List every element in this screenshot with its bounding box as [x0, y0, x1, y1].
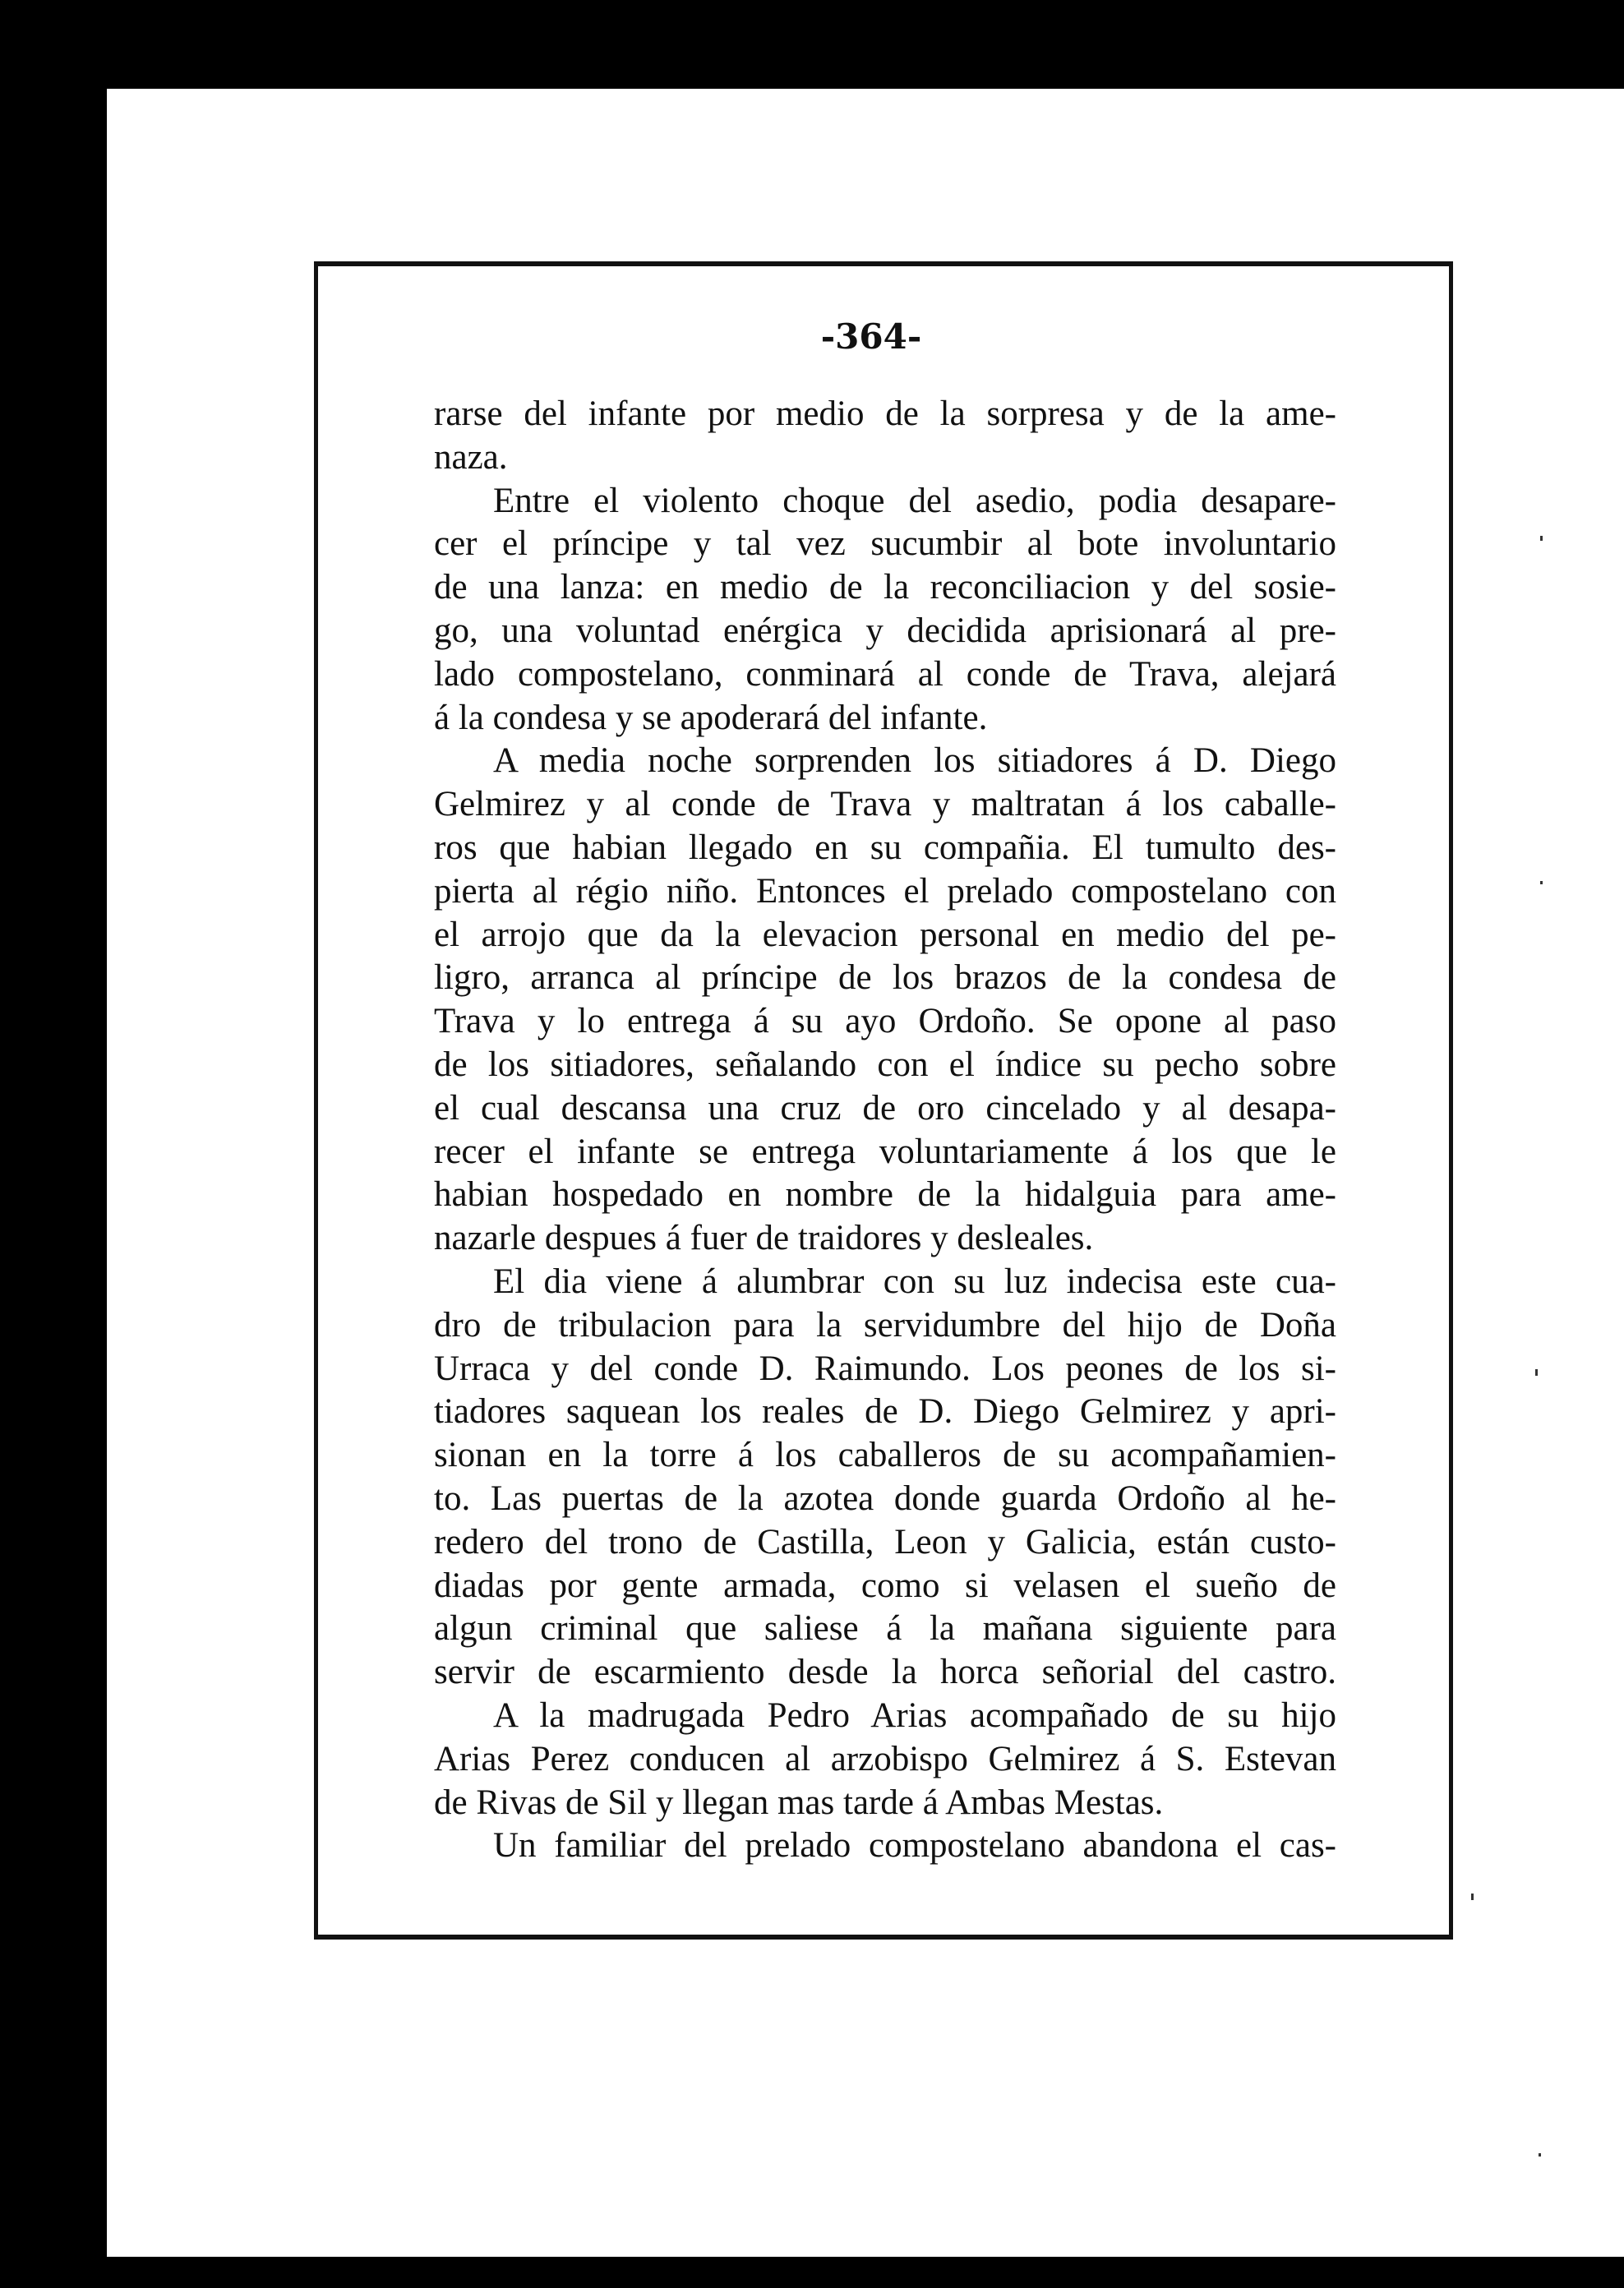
scan-speck: [1539, 2153, 1541, 2157]
text-line: rarse del infante por medio de la sorpresa y de la ame-: [434, 394, 1336, 433]
text-line: el arrojo que da la elevacion personal en medio del pe-: [434, 915, 1336, 954]
text-line: go, una voluntad enérgica y decidida aprisionará al pre-: [434, 611, 1336, 650]
text-line: de Rivas de Sil y llegan mas tarde á Ambas Mestas.: [434, 1783, 1164, 1822]
scan-speck: [1540, 536, 1543, 541]
text-line: nazarle despues á fuer de traidores y desleales.: [434, 1219, 1094, 1258]
text-line: naza.: [434, 437, 508, 477]
text-line: Un familiar del prelado compostelano abandona el cas-: [493, 1826, 1336, 1866]
text-line: servir de escarmiento desde la horca señorial del castro.: [434, 1653, 1336, 1692]
scan-speck: [1540, 881, 1543, 884]
text-line: Urraca y del conde D. Raimundo. Los peones de los si-: [434, 1349, 1336, 1388]
text-line: cer el príncipe y tal vez sucumbir al bote involuntario: [434, 524, 1336, 564]
page-number: -364-: [820, 316, 922, 357]
text-line: de los sitiadores, señalando con el índice su pecho sobre: [434, 1045, 1336, 1084]
text-line: el cual descansa una cruz de oro cincelado y al desapa-: [434, 1088, 1336, 1128]
text-line: A media noche sorprenden los sitiadores á D. Diego: [493, 741, 1336, 781]
text-line: A la madrugada Pedro Arias acompañado de su hijo: [493, 1695, 1336, 1735]
text-line: recer el infante se entrega voluntariamente á los que le: [434, 1132, 1336, 1171]
text-line: sionan en la torre á los caballeros de su acompañamien-: [434, 1436, 1336, 1475]
text-line: ligro, arranca al príncipe de los brazos de la condesa de: [434, 958, 1336, 998]
text-line: redero del trono de Castilla, Leon y Galicia, están custo-: [434, 1522, 1336, 1561]
text-line: Arias Perez conducen al arzobispo Gelmirez á S. Estevan: [434, 1739, 1336, 1778]
text-line: diadas por gente armada, como si velasen el sueño de: [434, 1566, 1336, 1605]
scan-speck: [1535, 1369, 1538, 1376]
text-line: Trava y lo entrega á su ayo Ordoño. Se opone al paso: [434, 1002, 1336, 1041]
text-line: habian hospedado en nombre de la hidalguia para ame-: [434, 1175, 1336, 1215]
text-line: Gelmirez y al conde de Trava y maltratan á los caballe-: [434, 785, 1336, 824]
scan-speck: [1471, 1894, 1474, 1900]
text-line: dro de tribulacion para la servidumbre del hijo de Doña: [434, 1305, 1336, 1345]
body-text: [434, 393, 1336, 1868]
text-line: Entre el violento choque del asedio, podia desapare-: [493, 481, 1336, 520]
text-line: El dia viene á alumbrar con su luz indecisa este cua-: [493, 1262, 1336, 1301]
text-line: á la condesa y se apoderará del infante.: [434, 698, 988, 737]
text-line: algun criminal que saliese á la mañana siguiente para: [434, 1609, 1336, 1649]
text-line: tiadores saquean los reales de D. Diego Gelmirez y apri-: [434, 1392, 1336, 1432]
text-line: pierta al régio niño. Entonces el prelado compostelano con: [434, 871, 1336, 911]
text-line: to. Las puertas de la azotea donde guarda Ordoño al he-: [434, 1478, 1336, 1518]
text-line: de una lanza: en medio de la reconciliacion y del sosie-: [434, 568, 1336, 607]
text-line: lado compostelano, conminará al conde de Trava, alejará: [434, 654, 1336, 694]
text-line: ros que habian llegado en su compañia. El tumulto des-: [434, 828, 1336, 867]
